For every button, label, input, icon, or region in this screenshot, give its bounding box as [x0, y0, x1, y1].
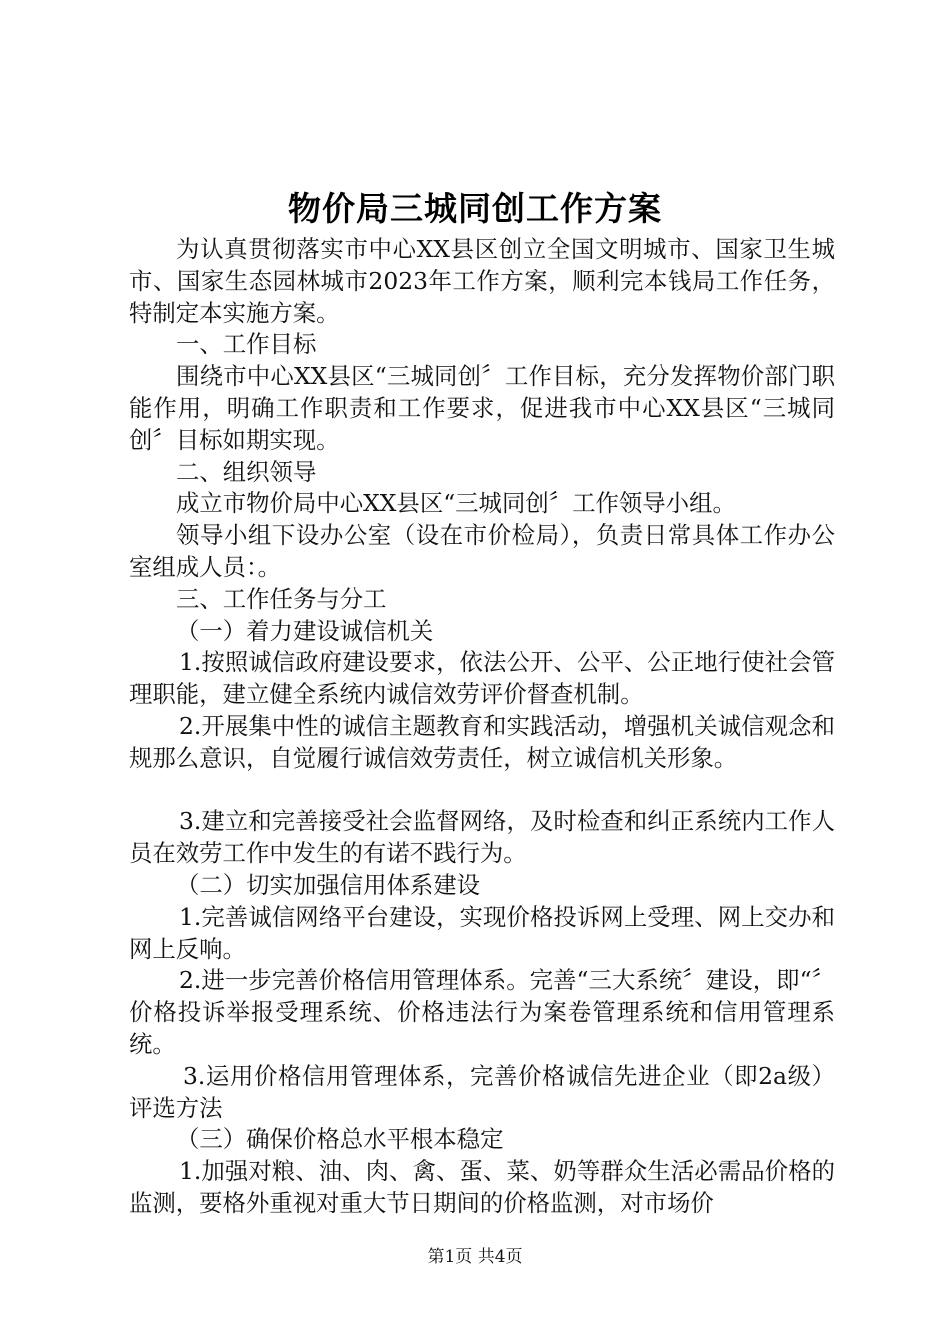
document-body — [129, 234, 835, 1220]
page-footer: 第1页 共4页 — [427, 1247, 523, 1267]
task-item: 1.加强对粮、油、肉、禽、蛋、菜、奶等群众生活必需品价格的监测，要格外重视对重大节日期间的价格监测，对市场价 — [129, 1157, 835, 1217]
page-title: 物价局三城同创工作方案 — [288, 189, 662, 228]
subsection-heading-integrity: （一）着力建设诚信机关 — [176, 616, 434, 645]
office-paragraph: 领导小组下设办公室（设在市价检局），负责日常具体工作办公室组成人员：。 — [129, 521, 835, 581]
leadership-paragraph: 成立市物价局中心XX县区“三城同创〞工作领导小组。 — [176, 489, 736, 518]
intro-paragraph: 为认真贯彻落实市中心XX县区创立全国文明城市、国家卫生城市、国家生态园林城市2023年工作方案，顺利完本钱局工作任务，特制定本实施方案。 — [129, 235, 835, 327]
task-item: 3.建立和完善接受社会监督网络，及时检查和纠正系统内工作人员在效劳工作中发生的有诺不践行为。 — [129, 807, 835, 868]
blank-line — [129, 775, 835, 807]
task-item: 2.开展集中性的诚信主题教育和实践活动，增强机关诚信观念和规那么意识，自觉履行诚信效劳责任，树立诚信机关形象。 — [129, 711, 835, 772]
task-item: 2.进一步完善价格信用管理体系。完善“三大系统〞建设，即“〞价格投诉举报受理系统、价格违法行为案卷管理系统和信用管理系统。 — [129, 966, 835, 1058]
section-heading-goals: 一、工作目标 — [176, 330, 317, 359]
task-item: 1.完善诚信网络平台建设，实现价格投诉网上受理、网上交办和网上反响。 — [129, 902, 835, 963]
subsection-heading-credit: （二）切实加强信用体系建设 — [176, 870, 481, 899]
section-heading-leadership: 二、组织领导 — [176, 457, 317, 486]
subsection-heading-price-stability: （三）确保价格总水平根本稳定 — [176, 1125, 504, 1154]
goals-paragraph: 围绕市中心XX县区“三城同创〞工作目标，充分发挥物价部门职能作用，明确工作职责和工作要求，促进我市中心XX县区“三城同创〞目标如期实现。 — [129, 362, 835, 454]
task-item: 3.运用价格信用管理体系，完善价格诚信先进企业（即2a级）评选方法 — [129, 1061, 835, 1122]
section-heading-tasks: 三、工作任务与分工 — [176, 584, 387, 613]
task-item: 1.按照诚信政府建设要求，依法公开、公平、公正地行使社会管理职能，建立健全系统内诚信效劳评价督查机制。 — [129, 648, 835, 709]
